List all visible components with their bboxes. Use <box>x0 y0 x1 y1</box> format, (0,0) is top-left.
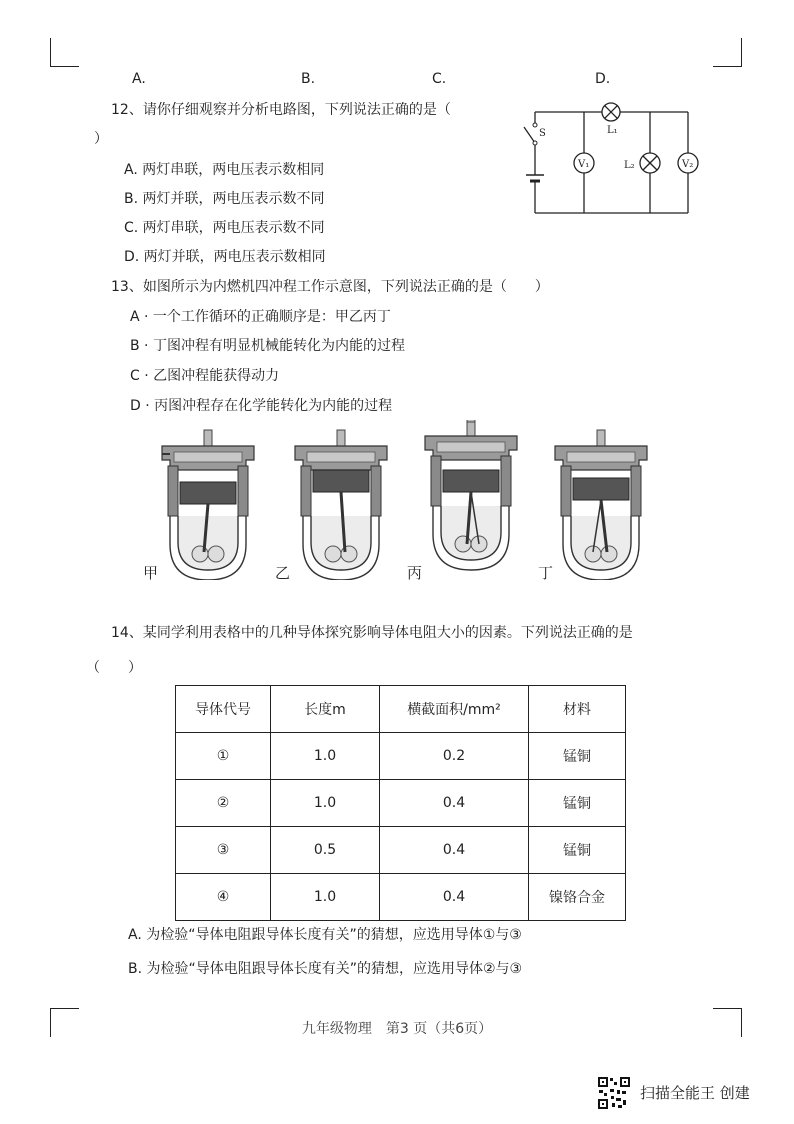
table-cell: ③ <box>176 827 271 874</box>
engine-label-yi: 乙 <box>275 564 291 582</box>
option-d: D · 丙图冲程存在化学能转化为内能的过程 <box>130 398 393 414</box>
question-stem: 12、请你仔细观察并分析电路图，下列说法正确的是（ <box>111 102 451 118</box>
qr-code-icon <box>597 1076 631 1110</box>
table-cell: 0.2 <box>380 733 529 780</box>
voltmeter-v1-label: V₁ <box>578 159 590 170</box>
table-row <box>176 733 626 780</box>
option-a: A. 为检验“导体电阻跟导体长度有关”的猜想，应选用导体①与③ <box>128 927 522 943</box>
crop-mark-top-right <box>713 38 742 67</box>
option-c: C · 乙图冲程能获得动力 <box>130 368 280 384</box>
battery-symbol <box>526 175 544 190</box>
table-row <box>176 874 626 921</box>
table-header-row <box>176 686 626 733</box>
engine-stroke-diagrams <box>0 420 794 580</box>
table-cell: 1.0 <box>271 780 380 827</box>
table-cell: ① <box>176 733 271 780</box>
option-letter: A. <box>132 71 146 87</box>
conductor-table <box>175 685 626 921</box>
table-cell: 0.4 <box>380 827 529 874</box>
scanner-brand-text: 扫描全能王 创建 <box>640 1084 750 1102</box>
lamp-l2-symbol <box>640 153 660 173</box>
table-cell: 0.5 <box>271 827 380 874</box>
option-b: B. 为检验“导体电阻跟导体长度有关”的猜想，应选用导体②与③ <box>128 961 523 977</box>
engine-label-jia: 甲 <box>143 564 159 582</box>
question-stem: 14、某同学利用表格中的几种导体探究影响导体电阻大小的因素。下列说法正确的是 <box>111 625 633 641</box>
option-letter: D. <box>595 71 611 87</box>
option-b: B. 两灯并联，两电压表示数不同 <box>124 191 325 207</box>
column-header: 导体代号 <box>176 686 271 733</box>
switch-label: S <box>539 128 546 139</box>
question-answer-paren: （ ） <box>86 660 142 676</box>
table-cell: 1.0 <box>271 733 380 780</box>
table-cell: 镍铬合金 <box>529 874 626 921</box>
page-footer: 九年级物理 第3 页（共6页） <box>301 1021 493 1037</box>
option-c: C. 两灯串联，两电压表示数不同 <box>124 220 325 236</box>
table-cell: 1.0 <box>271 874 380 921</box>
column-header: 材料 <box>529 686 626 733</box>
option-d: D. 两灯并联，两电压表示数相同 <box>124 249 326 265</box>
question-stem-close: ） <box>94 131 108 147</box>
table-cell: ② <box>176 780 271 827</box>
option-b: B · 丁图冲程有明显机械能转化为内能的过程 <box>130 338 405 354</box>
table-cell: 锰铜 <box>529 780 626 827</box>
table-row <box>176 827 626 874</box>
lamp-l1-label: L₁ <box>607 125 618 136</box>
engine-label-bing: 丙 <box>407 564 423 582</box>
crop-mark-top-left <box>50 38 79 67</box>
lamp-l1-symbol <box>602 103 620 121</box>
option-letter: B. <box>301 71 316 87</box>
switch-symbol <box>524 123 537 145</box>
table-cell: 0.4 <box>380 780 529 827</box>
engine-label-ding: 丁 <box>538 564 554 582</box>
voltmeter-v2-label: V₂ <box>682 159 694 170</box>
option-letter: C. <box>432 71 447 87</box>
table-cell: 锰铜 <box>529 827 626 874</box>
column-header: 横截面积/mm² <box>380 686 529 733</box>
option-a: A · 一个工作循环的正确顺序是：甲乙丙丁 <box>130 309 391 325</box>
table-cell: 0.4 <box>380 874 529 921</box>
table-cell: ④ <box>176 874 271 921</box>
lamp-l2-label: L₂ <box>624 160 635 171</box>
table-row <box>176 780 626 827</box>
option-a: A. 两灯串联，两电压表示数相同 <box>124 162 325 178</box>
table-cell: 锰铜 <box>529 733 626 780</box>
circuit-diagram <box>510 95 710 220</box>
question-stem: 13、如图所示为内燃机四冲程工作示意图，下列说法正确的是（ ） <box>111 279 549 295</box>
column-header: 长度m <box>271 686 380 733</box>
